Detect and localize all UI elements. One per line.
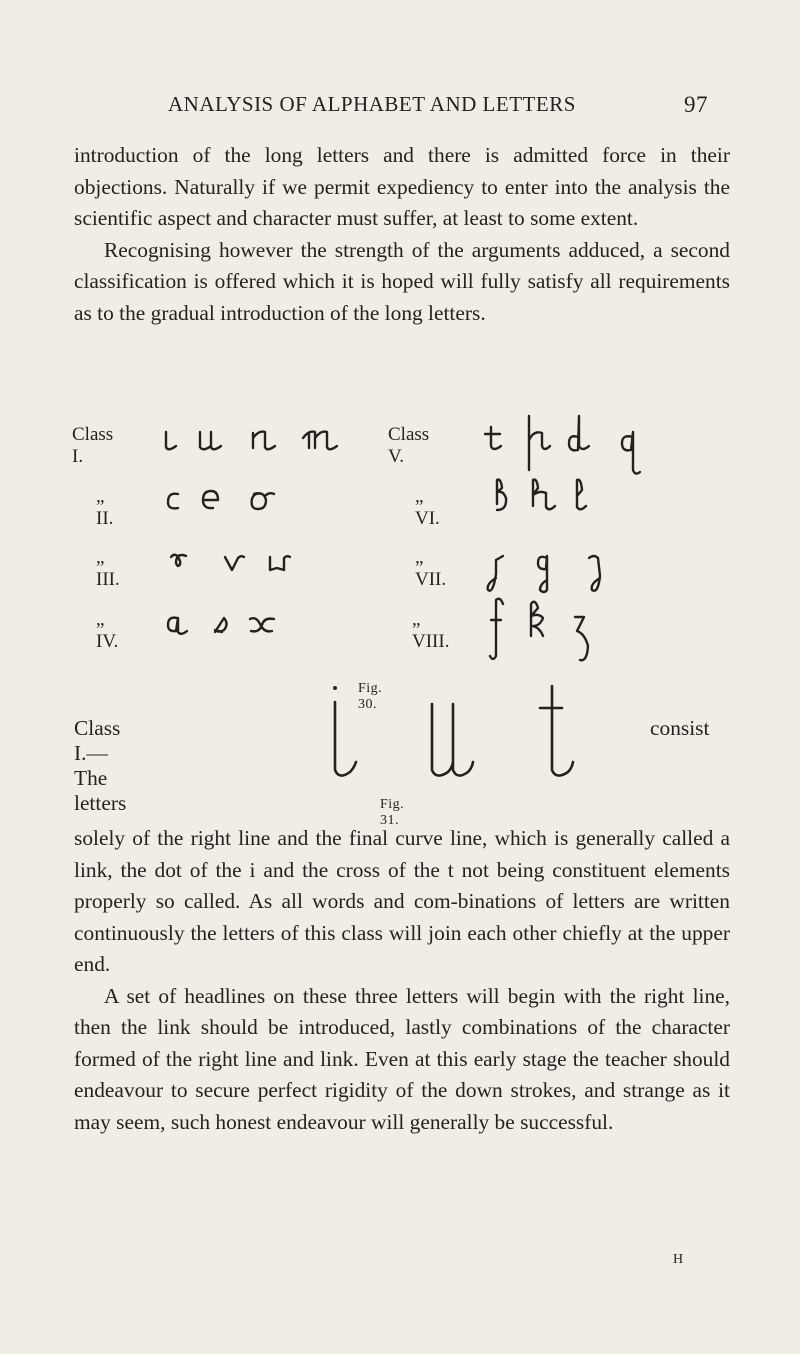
running-title: ANALYSIS OF ALPHABET AND LETTERS — [168, 92, 576, 116]
paragraph-1: introduction of the long letters and there is admitted force in their objections. Naturally if we permit expediency to enter into the analysis the scientific aspect and character must suffer, at least to some extent. — [74, 143, 730, 230]
bottom-text-block — [74, 823, 730, 1138]
class-label-i: Class I. — [72, 424, 114, 467]
class-label-viii: „ VIII. — [412, 609, 450, 652]
class-label-v: Class V. — [388, 424, 430, 467]
paragraph-3: solely of the right line and the final curve line, which is generally called a link, the dot of the i and the cross of the t not being constituent elements properly so called. As all words and com-binations of letters are written continuously the letters of this class will join each other chiefly at the upper end. — [74, 826, 730, 976]
figure-31-lead-text: Class I.—The letters — [74, 716, 127, 815]
paragraph-2: Recognising however the strength of the arguments adduced, a second classification is offered which it is hoped will fully satisfy all requirements as to the gradual introduction of the long letters. — [74, 237, 730, 325]
class-label-iv: „ IV. — [96, 609, 119, 652]
paragraph-4: A set of headlines on these three letters will begin with the right line, then the link should be introduced, lastly combinations of the character formed of the right line and link. Even at this early stage the teacher should endeavour to secure perfect rigidity of the down strokes, and strange as it may seem, such honest endeavour will generally be successful. — [74, 983, 730, 1134]
class-label-iii: „ III. — [96, 547, 120, 590]
class-label-vii: „ VII. — [415, 547, 447, 590]
signature-mark: H — [673, 1252, 684, 1267]
class-label-vi: „ VI. — [415, 486, 440, 529]
figure-30-caption: Fig. 30. — [358, 681, 383, 712]
figure-31-trail-text: consist — [650, 716, 710, 740]
figure-31-caption: Fig. 31. — [380, 797, 405, 828]
class-label-ii: „ II. — [96, 486, 114, 529]
page-number: 97 — [684, 92, 708, 117]
